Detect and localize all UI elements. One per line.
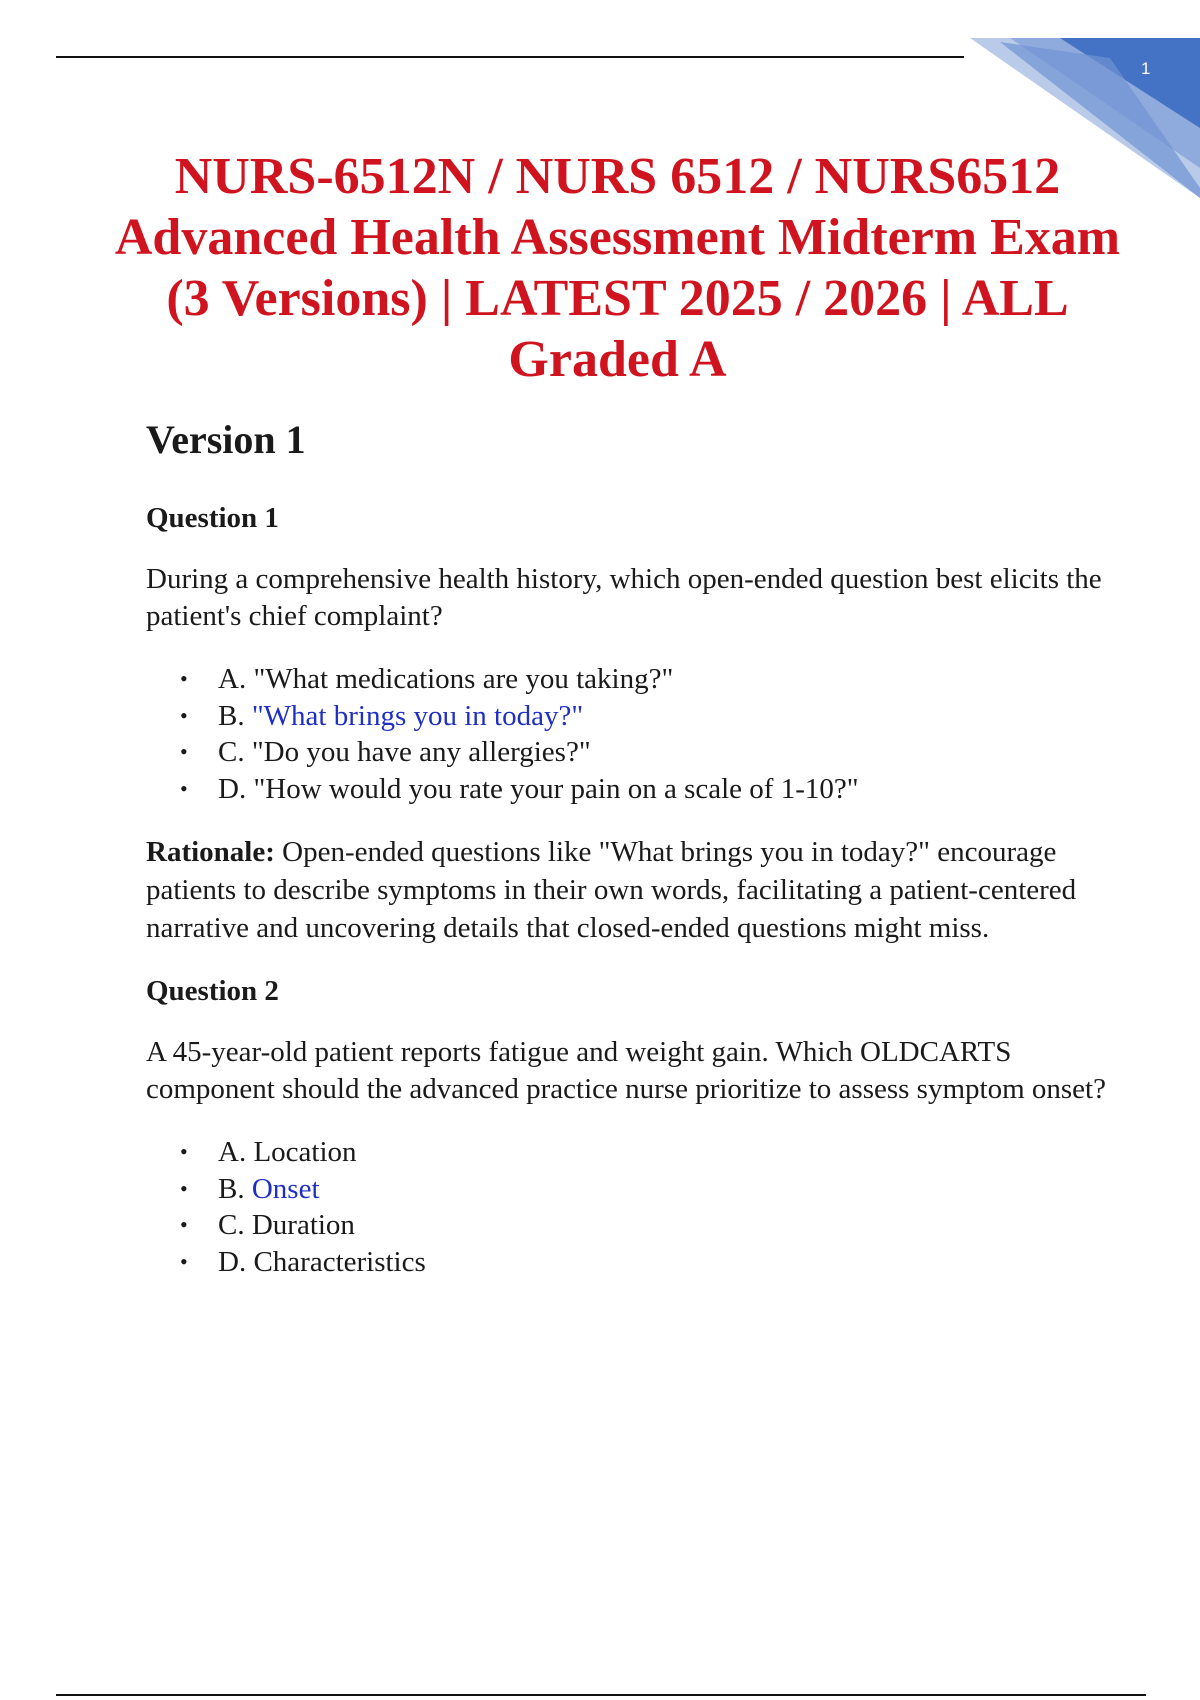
option-d	[146, 771, 1106, 808]
option-letter: C.	[218, 1209, 245, 1241]
document-title: NURS-6512N / NURS 6512 / NURS6512 Advanced Health Assessment Midterm Exam (3 Versions) | LATEST 2025 / 2026 | ALL Graded A	[114, 148, 1121, 388]
option-a	[146, 1134, 1106, 1171]
question-text: During a comprehensive health history, which open-ended question best elicits the patient's chief complaint?	[146, 563, 1102, 632]
correct-option-text: "What brings you in today?"	[251, 699, 584, 732]
document-body	[146, 410, 1106, 1306]
bullet-icon: •	[180, 666, 188, 691]
rationale	[146, 833, 1106, 947]
option-text: Duration	[251, 1209, 355, 1241]
option-c	[146, 734, 1106, 771]
bullet-icon: •	[180, 1175, 188, 1201]
option-a	[146, 661, 1106, 698]
option-letter: B.	[218, 1172, 245, 1205]
option-letter: C.	[218, 736, 245, 768]
question-heading: Question 1	[146, 502, 279, 534]
option-text: Characteristics	[253, 1245, 426, 1278]
answer-options	[146, 1134, 1106, 1280]
option-d	[146, 1244, 1106, 1281]
option-text: "How would you rate your pain on a scale of 1-10?"	[253, 772, 859, 805]
question-2	[146, 973, 1106, 1280]
question-text: A 45-year-old patient reports fatigue and weight gain. Which OLDCARTS component should the advanced practice nurse prioritize to assess symptom onset?	[146, 1036, 1106, 1105]
footer-rule	[56, 1694, 1146, 1696]
option-text: "What medications are you taking?"	[253, 663, 674, 695]
header-rule	[56, 56, 964, 58]
option-letter: B.	[218, 699, 245, 732]
version-heading: Version 1	[146, 417, 306, 462]
option-text: Location	[253, 1136, 357, 1168]
option-b	[146, 1171, 1106, 1208]
rationale-label: Rationale:	[146, 836, 275, 868]
page-number: 1	[1141, 59, 1151, 78]
question-heading: Question 2	[146, 975, 279, 1007]
option-letter: A.	[218, 1136, 247, 1168]
bullet-icon: •	[180, 739, 188, 764]
option-letter: D.	[218, 1245, 247, 1278]
option-letter: A.	[218, 663, 247, 695]
bullet-icon: •	[180, 1139, 188, 1164]
option-c	[146, 1207, 1106, 1244]
bullet-icon: •	[180, 1212, 188, 1237]
option-b	[146, 698, 1106, 735]
question-1	[146, 500, 1106, 947]
bullet-icon: •	[180, 702, 188, 728]
bullet-icon: •	[180, 1248, 188, 1274]
option-letter: D.	[218, 772, 247, 805]
option-text: "Do you have any allergies?"	[251, 736, 591, 768]
answer-options	[146, 661, 1106, 807]
rationale-text: Open-ended questions like "What brings you in today?" encourage patients to describe symptoms in their own words, facilitating a patient-centered narrative and uncovering details that closed-ended questions might miss.	[146, 836, 1077, 944]
bullet-icon: •	[180, 775, 188, 801]
correct-option-text: Onset	[251, 1172, 320, 1205]
